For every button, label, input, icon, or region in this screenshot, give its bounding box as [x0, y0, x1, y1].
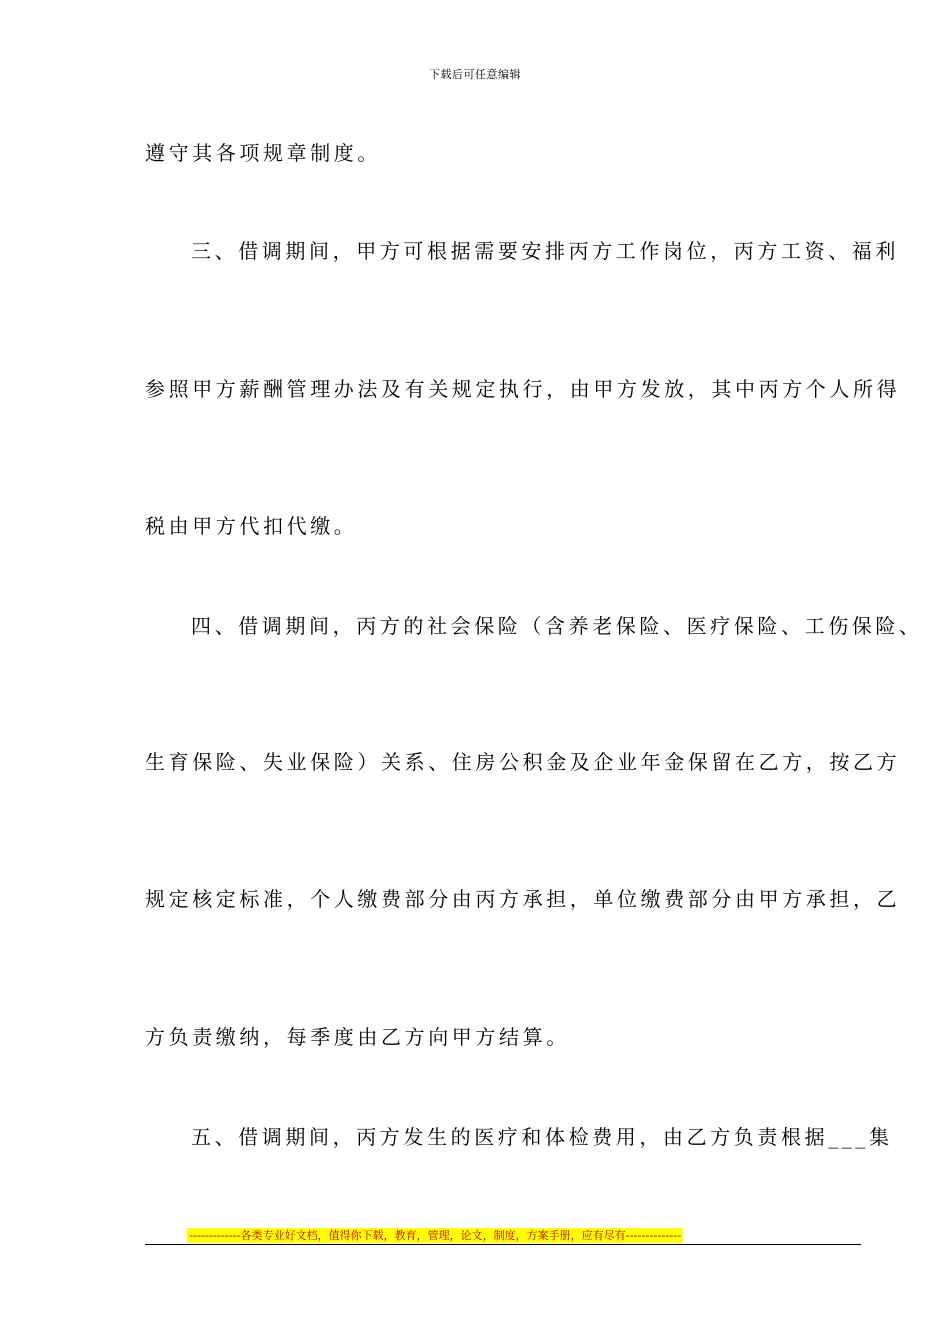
footer-divider [145, 1244, 861, 1245]
footer-banner: -------------各类专业好文档，值得你下载，教育，管理，论文，制度，方案手册，应有尽有-------------- [189, 1229, 682, 1242]
page-header: 下载后可任意编辑 [429, 68, 521, 81]
body-line: 五、借调期间，丙方发生的医疗和体检费用，由乙方负责根据___集 [191, 1125, 893, 1149]
body-line: 生育保险、失业保险）关系、住房公积金及企业年金保留在乙方，按乙方 [145, 750, 901, 774]
body-line: 参照甲方薪酬管理办法及有关规定执行，由甲方发放，其中丙方个人所得 [145, 377, 901, 401]
body-line: 遵守其各项规章制度。 [145, 141, 381, 165]
body-line: 三、借调期间，甲方可根据需要安排丙方工作岗位，丙方工资、福利 [191, 239, 899, 263]
body-line: 方负责缴纳，每季度由乙方向甲方结算。 [145, 1025, 570, 1049]
body-line: 规定核定标准，个人缴费部分由丙方承担，单位缴费部分由甲方承担，乙 [145, 887, 901, 911]
body-line: 四、借调期间，丙方的社会保险（含养老保险、医疗保险、工伤保险、 [191, 614, 923, 638]
body-line: 税由甲方代扣代缴。 [145, 514, 358, 538]
